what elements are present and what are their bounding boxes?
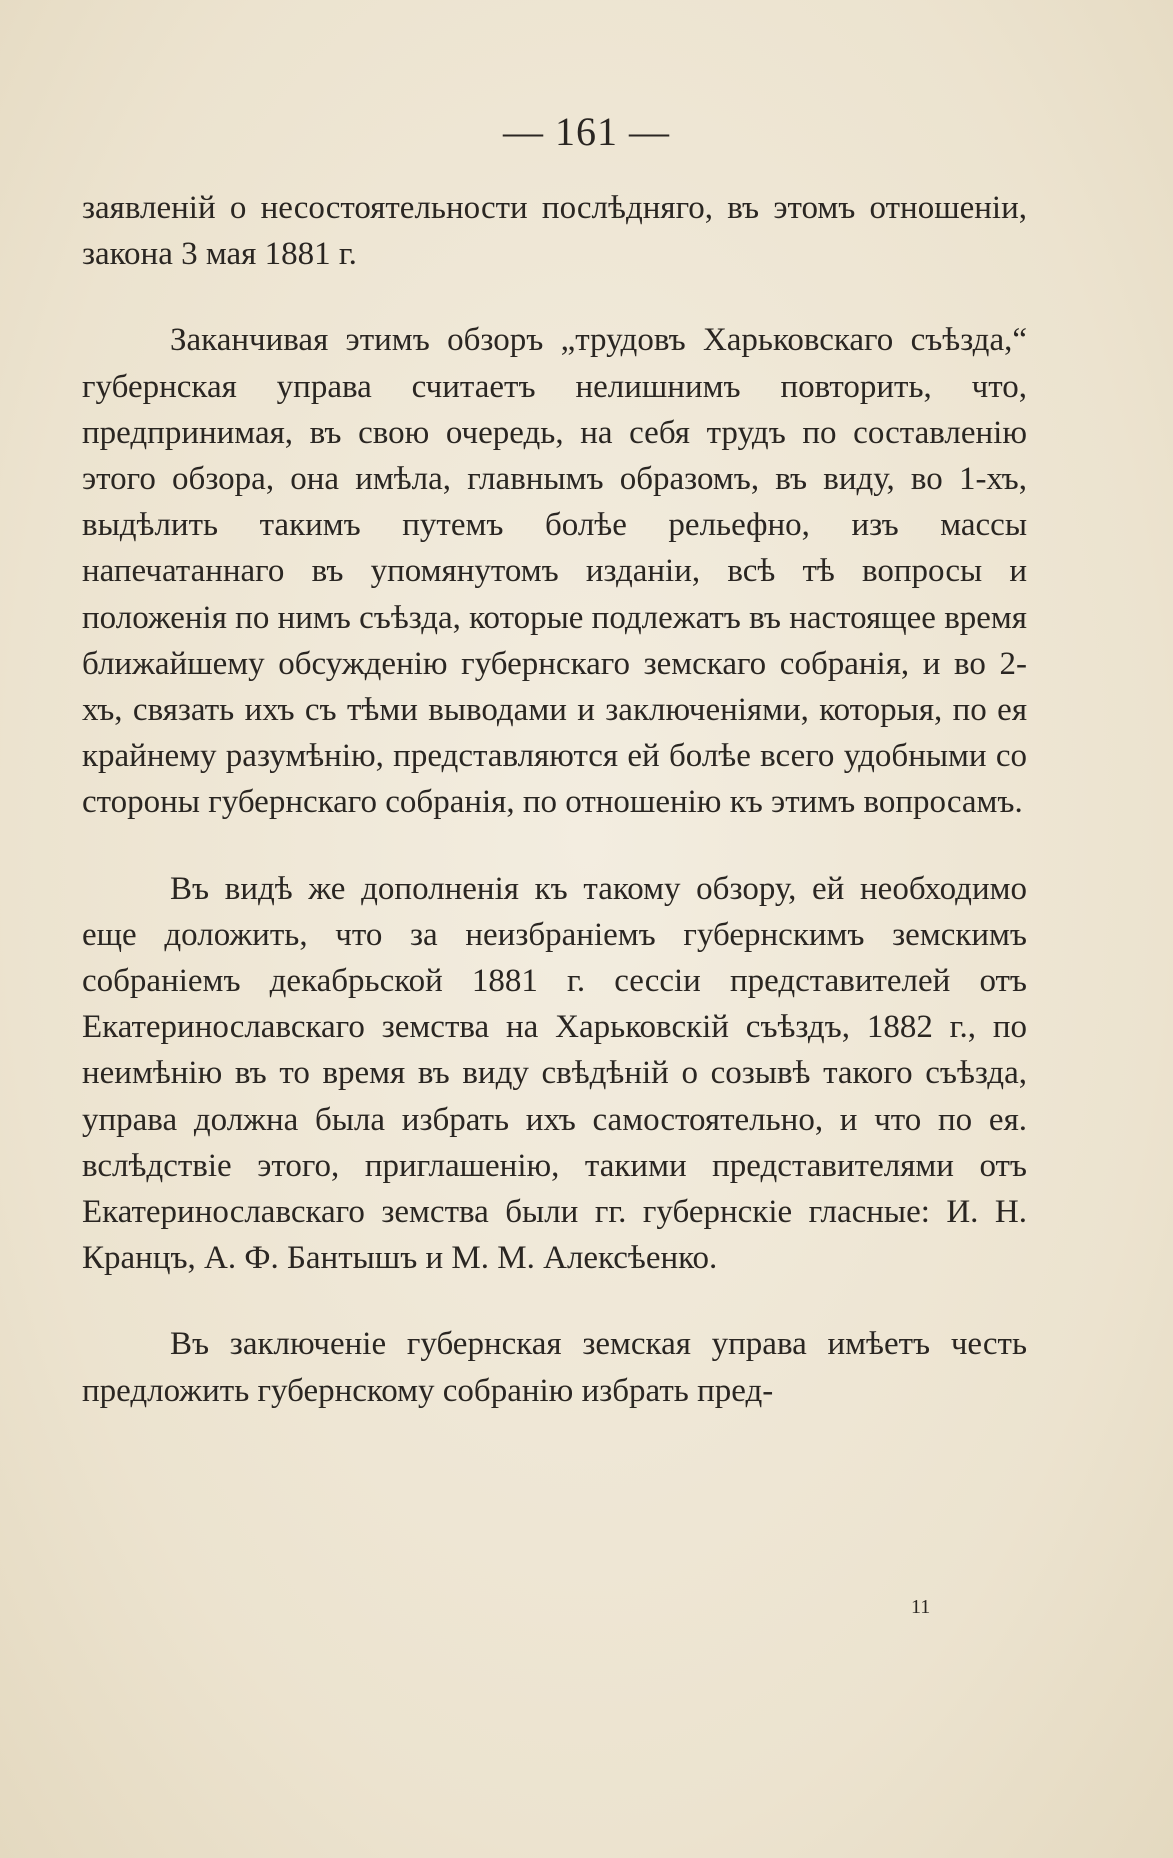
- paragraph-4: Въ заключеніе губернская земская управа имѣетъ честь предложить губернскому собранію избрать пред-: [82, 1326, 1027, 1409]
- signature-mark: 11: [911, 1596, 931, 1618]
- page-number: — 161 —: [503, 109, 670, 154]
- paragraph-1: заявленій о несостоятельности послѣдняго, въ этомъ отношеніи, закона 3 мая 1881 г.: [82, 190, 1027, 273]
- body-text: [82, 185, 1027, 1414]
- paragraph-3: Въ видѣ же дополненія къ такому обзору, ей необходимо еще доложить, что за неизбраніемъ губернскимъ земскимъ собраніемъ декабрьской 1881 г. сессіи представителей отъ Екатеринославскаго земства на Харьковскій съѣздъ, 1882 г., по неимѣнію въ то время въ виду свѣдѣній о созывѣ такого съѣзда, управа должна была избрать ихъ самостоятельно, и что по ея. вслѣдствіе этого, приглашенію, такими представителями отъ Екатеринославскаго земства были гг. губернскіе гласные: И. Н. Кранцъ, А. Ф. Бантышъ и М. М. Алексѣенко.: [82, 870, 1027, 1277]
- paragraph-2: Заканчивая этимъ обзоръ „трудовъ Харьковскаго съѣзда,“ губернская управа считаетъ нелишнимъ повторить, что, предпринимая, въ свою очередь, на себя трудъ по составленію этого обзора, она имѣла, главнымъ образомъ, въ виду, во 1-хъ, выдѣлить такимъ путемъ болѣе рельефно, изъ массы напечатаннаго въ упомянутомъ изданіи, всѣ тѣ вопросы и положенія по нимъ съѣзда, которые подлежатъ въ настоящее время ближайшему обсужденію губернскаго земскаго собранія, и во 2-хъ, связать ихъ съ тѣми выводами и заключеніями, которыя, по ея крайнему разумѣнію, представляются ей болѣе всего удобными со стороны губернскаго собранія, по отношенію къ этимъ вопросамъ.: [82, 322, 1027, 821]
